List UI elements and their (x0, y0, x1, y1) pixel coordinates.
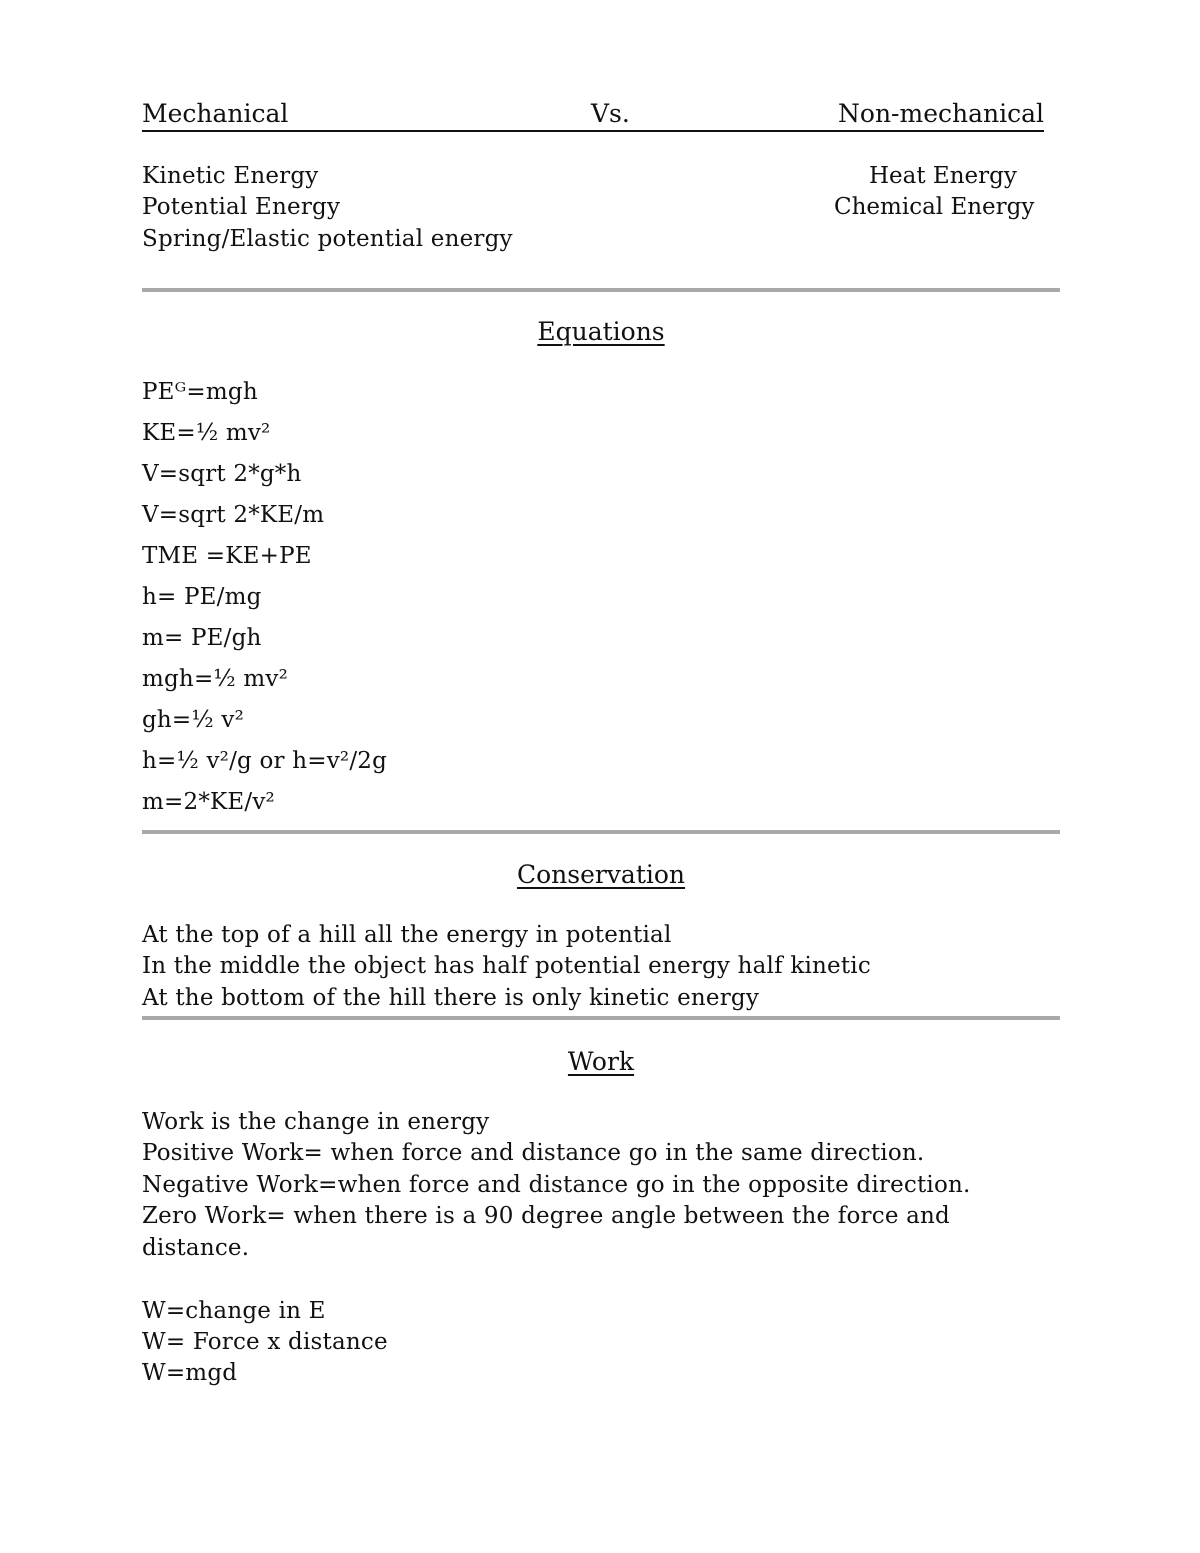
equations-title-text: Equations (537, 317, 665, 346)
conservation-title-text: Conservation (516, 860, 686, 889)
equation-item: TME =KE+PE (142, 543, 312, 569)
section-divider (142, 288, 1060, 292)
header-non-mechanical: Non-mechanical (838, 99, 1044, 128)
header-mechanical: Mechanical (142, 99, 289, 128)
work-title (142, 1046, 1060, 1078)
section-divider (142, 1016, 1060, 1020)
section-divider (142, 830, 1060, 834)
conservation-item: At the top of a hill all the energy in potential (142, 922, 672, 948)
equations-title (142, 316, 1060, 348)
equation-item: KE=½ mv² (142, 420, 271, 446)
header-vs: Vs. (591, 99, 630, 128)
comparison-header (142, 98, 1044, 132)
equation-item: gh=½ v² (142, 707, 245, 733)
equation-item: V=sqrt 2*g*h (142, 461, 302, 487)
work-item: distance. (142, 1235, 250, 1261)
mechanical-item: Potential Energy (142, 194, 341, 220)
equation-item: h=½ v²/g or h=v²/2g (142, 748, 388, 774)
work-item: Negative Work=when force and distance go in the opposite direction. (142, 1172, 971, 1198)
mechanical-item: Kinetic Energy (142, 163, 319, 189)
conservation-item: At the bottom of the hill there is only kinetic energy (142, 985, 760, 1011)
equation-item: m= PE/gh (142, 625, 262, 651)
equation-item: h= PE/mg (142, 584, 262, 610)
work-formula: W=change in E (142, 1298, 326, 1324)
work-item: Work is the change in energy (142, 1109, 490, 1135)
equation-item: mgh=½ mv² (142, 666, 289, 692)
conservation-title (142, 859, 1060, 891)
non-mechanical-item: Chemical Energy (834, 194, 1035, 220)
equation-item: PEᴳ=mgh (142, 379, 258, 405)
mechanical-item: Spring/Elastic potential energy (142, 226, 513, 252)
non-mechanical-item: Heat Energy (869, 163, 1017, 189)
document-page (142, 0, 1060, 1553)
equation-item: m=2*KE/v² (142, 789, 275, 815)
work-formula: W= Force x distance (142, 1329, 388, 1355)
work-formula: W=mgd (142, 1360, 238, 1386)
work-item: Zero Work= when there is a 90 degree angle between the force and (142, 1203, 950, 1229)
equation-item: V=sqrt 2*KE/m (142, 502, 325, 528)
conservation-item: In the middle the object has half potential energy half kinetic (142, 953, 871, 979)
work-title-text: Work (567, 1047, 635, 1076)
work-item: Positive Work= when force and distance go in the same direction. (142, 1140, 925, 1166)
